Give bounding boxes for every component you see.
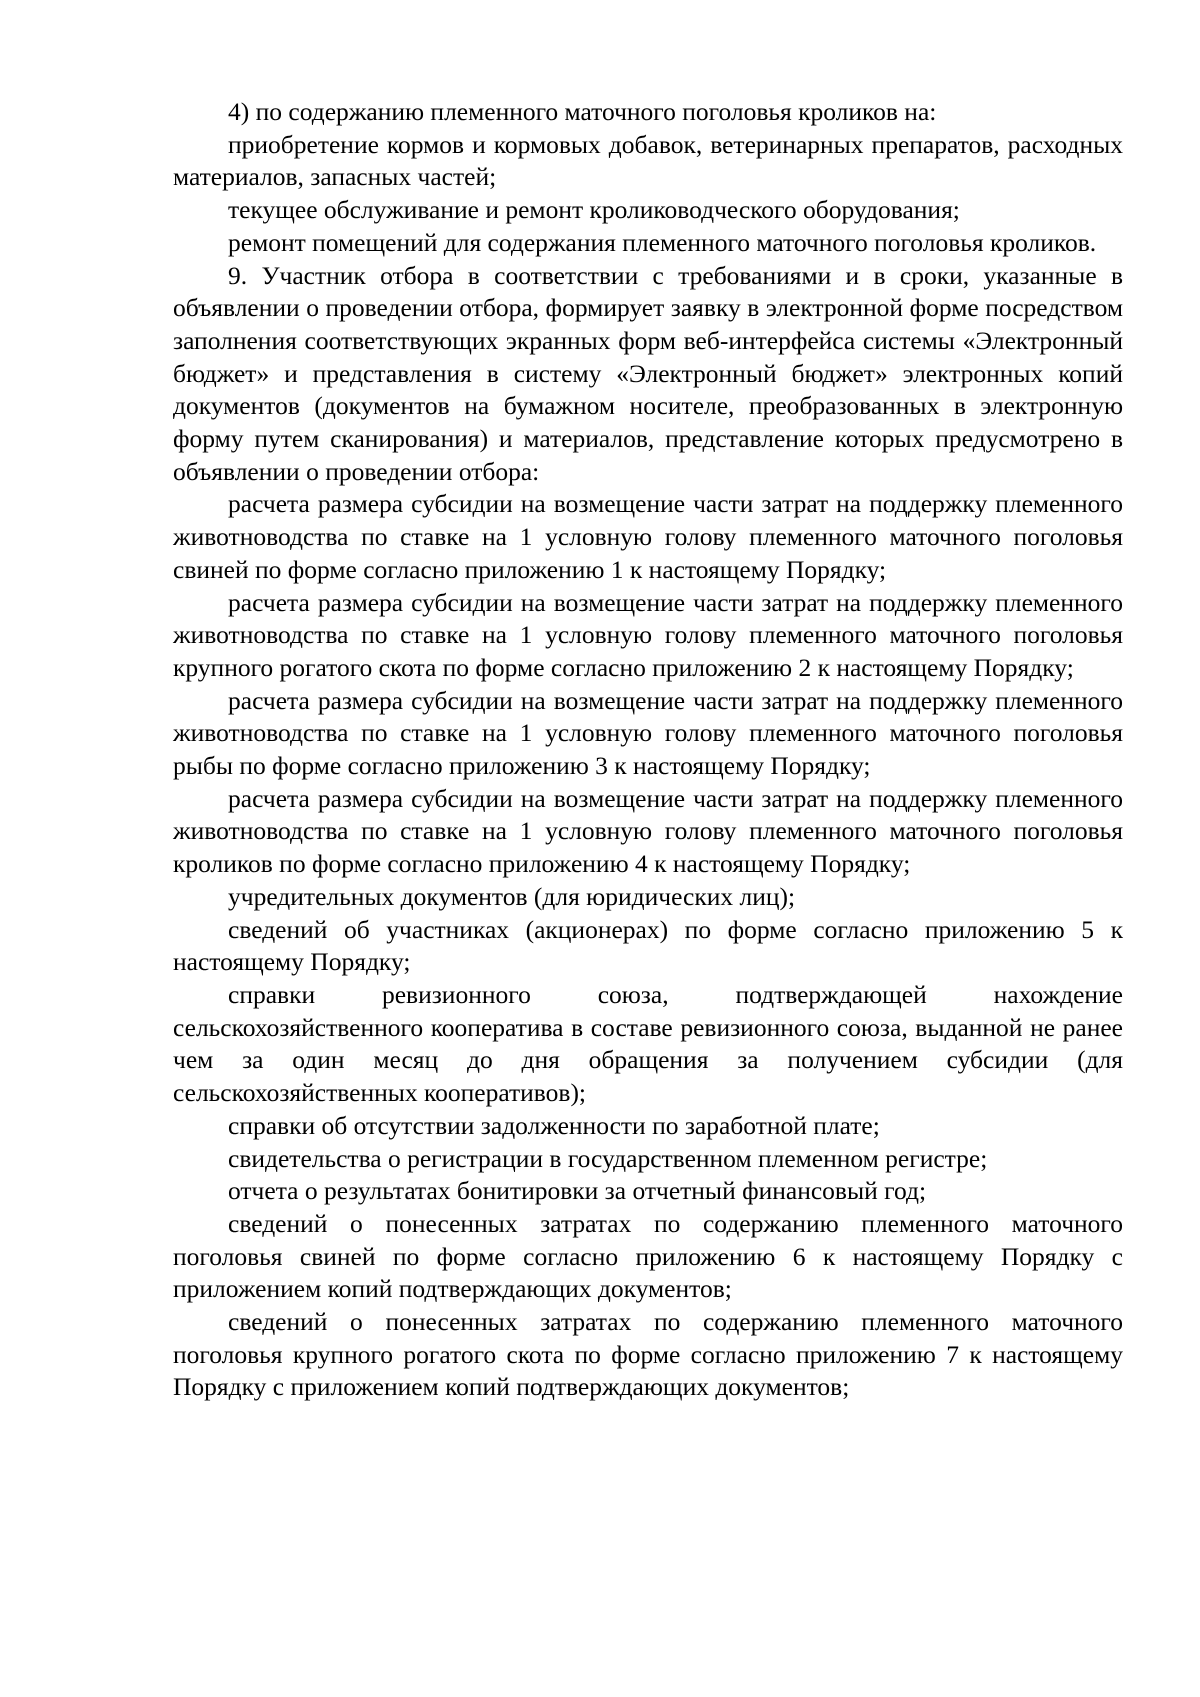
document-body bbox=[173, 96, 1123, 1404]
paragraph-feed-purchase: приобретение кормов и кормовых добавок, ветеринарных препаратов, расходных материалов, запасных частей; bbox=[173, 129, 1123, 192]
paragraph-bonitation-report: отчета о результатах бонитировки за отчетный финансовый год; bbox=[228, 1176, 927, 1206]
paragraph-calc-pigs: расчета размера субсидии на возмещение части затрат на поддержку племенного животноводства по ставке на 1 условную голову племенного маточного поголовья свиней по форме согласно приложению 1 к настоящему Порядку; bbox=[173, 489, 1123, 584]
paragraph-founding-documents: учредительных документов (для юридических лиц); bbox=[228, 881, 796, 911]
paragraph-premises-repair: ремонт помещений для содержания племенного маточного поголовья кроликов. bbox=[228, 227, 1097, 257]
paragraph-calc-cattle: расчета размера субсидии на возмещение части затрат на поддержку племенного животноводства по ставке на 1 условную голову племенного маточного поголовья крупного рогатого скота по форме согласно приложению 2 к настоящему Порядку; bbox=[173, 587, 1123, 682]
paragraph-breeding-register: свидетельства о регистрации в государственном племенном регистре; bbox=[228, 1143, 988, 1173]
paragraph-clause-9: 9. Участник отбора в соответствии с требованиями и в сроки, указанные в объявлении о проведении отбора, формирует заявку в электронной форме посредством заполнения соответствующих экранных форм веб-интерфейса системы «Электронный бюджет» и представления в систему «Электронный бюджет» электронных копий документов (документов на бумажном носителе, преобразованных в электронную форму путем сканирования) и материалов, представление которых предусмотрено в объявлении о проведении отбора: bbox=[173, 260, 1123, 486]
paragraph-calc-rabbits: расчета размера субсидии на возмещение части затрат на поддержку племенного животноводства по ставке на 1 условную голову племенного маточного поголовья кроликов по форме согласно приложению 4 к настоящему Порядку; bbox=[173, 783, 1123, 879]
paragraph-costs-pigs: сведений о понесенных затратах по содержанию племенного маточного поголовья свиней по форме согласно приложению 6 к настоящему Порядку с приложением копий подтверждающих документов; bbox=[173, 1208, 1123, 1304]
paragraph-calc-fish: расчета размера субсидии на возмещение части затрат на поддержку племенного животноводства по ставке на 1 условную голову племенного маточного поголовья рыбы по форме согласно приложению 3 к настоящему Порядку; bbox=[173, 685, 1123, 781]
paragraph-no-wage-arrears: справки об отсутствии задолженности по заработной плате; bbox=[228, 1110, 880, 1140]
paragraph-costs-cattle: сведений о понесенных затратах по содержанию племенного маточного поголовья крупного рогатого скота по форме согласно приложению 7 к настоящему Порядку с приложением копий подтверждающих документов; bbox=[173, 1307, 1123, 1402]
paragraph-item-4-intro: 4) по содержанию племенного маточного поголовья кроликов на: bbox=[228, 97, 937, 126]
paragraph-audit-union-certificate: справки ревизионного союза, подтверждающей нахождение сельскохозяйственного кооператива в составе ревизионного союза, выданной не ранее чем за один месяц до дня обращения за получением субсидии (для сельскохозяйственных кооперативов); bbox=[173, 979, 1123, 1108]
paragraph-shareholders-info: сведений об участниках (акционерах) по форме согласно приложению 5 к настоящему Порядку; bbox=[173, 914, 1123, 977]
paragraph-equipment-maintenance: текущее обслуживание и ремонт кролиководческого оборудования; bbox=[228, 195, 960, 225]
